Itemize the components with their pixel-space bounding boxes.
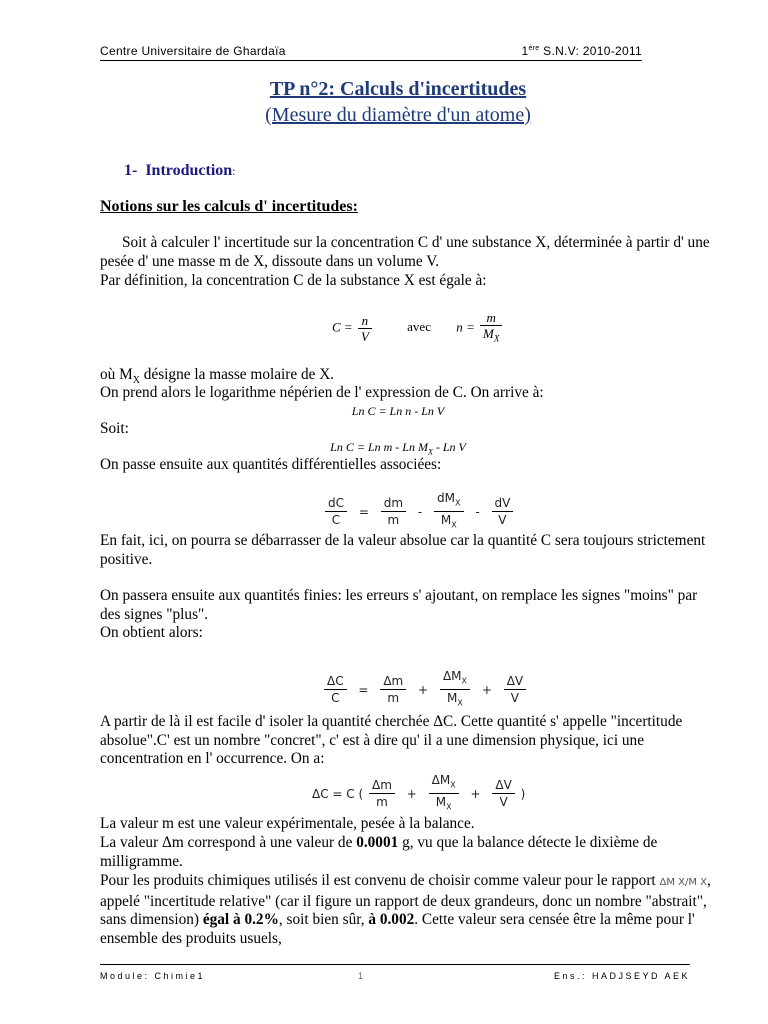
paragraph: Par définition, la concentration C de la substance X est égale à: (100, 272, 487, 289)
page-number: 1 (358, 971, 366, 981)
paragraph: En fait, ici, on pourra se débarrasser de la valeur absolue car la quantité C sera toujours strictement positive. (100, 532, 706, 568)
paragraph: où $M_X$ désigne la masse molaire de X. (100, 366, 335, 387)
equation-finite: $\frac{\Delta C}{C}$ = $\frac{\Delta m}{m}$ + $\frac{\Delta M_X}{M_X}$ + $\frac{\Delta V}{V}$ (322, 668, 528, 712)
equation-log: Ln C = Ln n - Ln V (351, 404, 445, 418)
paragraph: A partir de là il est facile d' isoler la quantité cherchée ΔC. Cette quantité s' appelle "incertitude absolue".C' est un nombre "concret", c' est à dire qu' il a une dimension physique, ici une concentration en l' occurrence. On a: (100, 713, 683, 767)
paragraph: Soit à calculer l' incertitude sur la concentration C d' une substance X, déterminée à partir d' une pesée d' une masse m de X, dissoute dans un volume V. (100, 234, 710, 270)
footer-module: Module: Chimie1 (100, 971, 206, 981)
equation-differential: $\frac{dC}{C}$ = $\frac{dm}{m}$ - $\frac{dM_X}{M_X}$ - $\frac{dV}{V}$ (323, 490, 515, 534)
paragraph: Soit: (100, 420, 129, 437)
paragraph: On prend alors le logarithme népérien de l' expression de C. On arrive à: (100, 384, 544, 401)
page-subtitle: (Mesure du diamètre d'un atome) (265, 104, 531, 126)
paragraph: Pour les produits chimiques utilisés il est convenu de choisir comme valeur pour le rapport ΔM X/M X, appelé "incertitude relative" (car il figure un rapport de deux grandeurs, donc un nombre "abstrait", sans dimension) égal à 0.2%, soit bien sûr, à 0.002. Cette valeur sera censée être la même pour l' ensemble des produits usuels, (100, 872, 711, 947)
page-header (100, 44, 642, 61)
page-title: TP n°2: Calculs d'incertitudes (269, 78, 527, 100)
equation-log-expanded: Ln C = Ln m - Ln $M_X$ - Ln V (330, 440, 466, 457)
paragraph: On passera ensuite aux quantités finies: les erreurs s' ajoutant, on remplace les signes "moins" par des signes "plus". (100, 587, 698, 623)
equation-concentration: C = $\frac{n}{V}$ avec n = $\frac{m}{M_X}$ (332, 310, 504, 347)
subheading: Notions sur les calculs d' incertitudes: (100, 198, 358, 215)
paragraph: On passe ensuite aux quantités différentielles associées: (100, 456, 442, 473)
paragraph: On obtient alors: (100, 624, 203, 641)
section-heading: 1- Introduction: (124, 162, 236, 179)
paragraph: La valeur Δm correspond à une valeur de 0.0001 g, vu que la balance détecte le dixième de milligramme. (100, 834, 658, 870)
course-year: 1ère S.N.V: 2010-2011 (521, 44, 642, 58)
equation-absolute-uncertainty: ΔC = C ( $\frac{\Delta m}{m}$ + $\frac{\Delta M_X}{M_X}$ + $\frac{\Delta V}{V}$ ) (312, 773, 526, 812)
institution-name: Centre Universitaire de Ghardaïa (100, 44, 286, 58)
page-footer (100, 964, 690, 981)
footer-teacher: Ens.: HADJSEYD AEK (553, 971, 690, 981)
paragraph: La valeur m est une valeur expérimentale, pesée à la balance. (100, 815, 475, 832)
